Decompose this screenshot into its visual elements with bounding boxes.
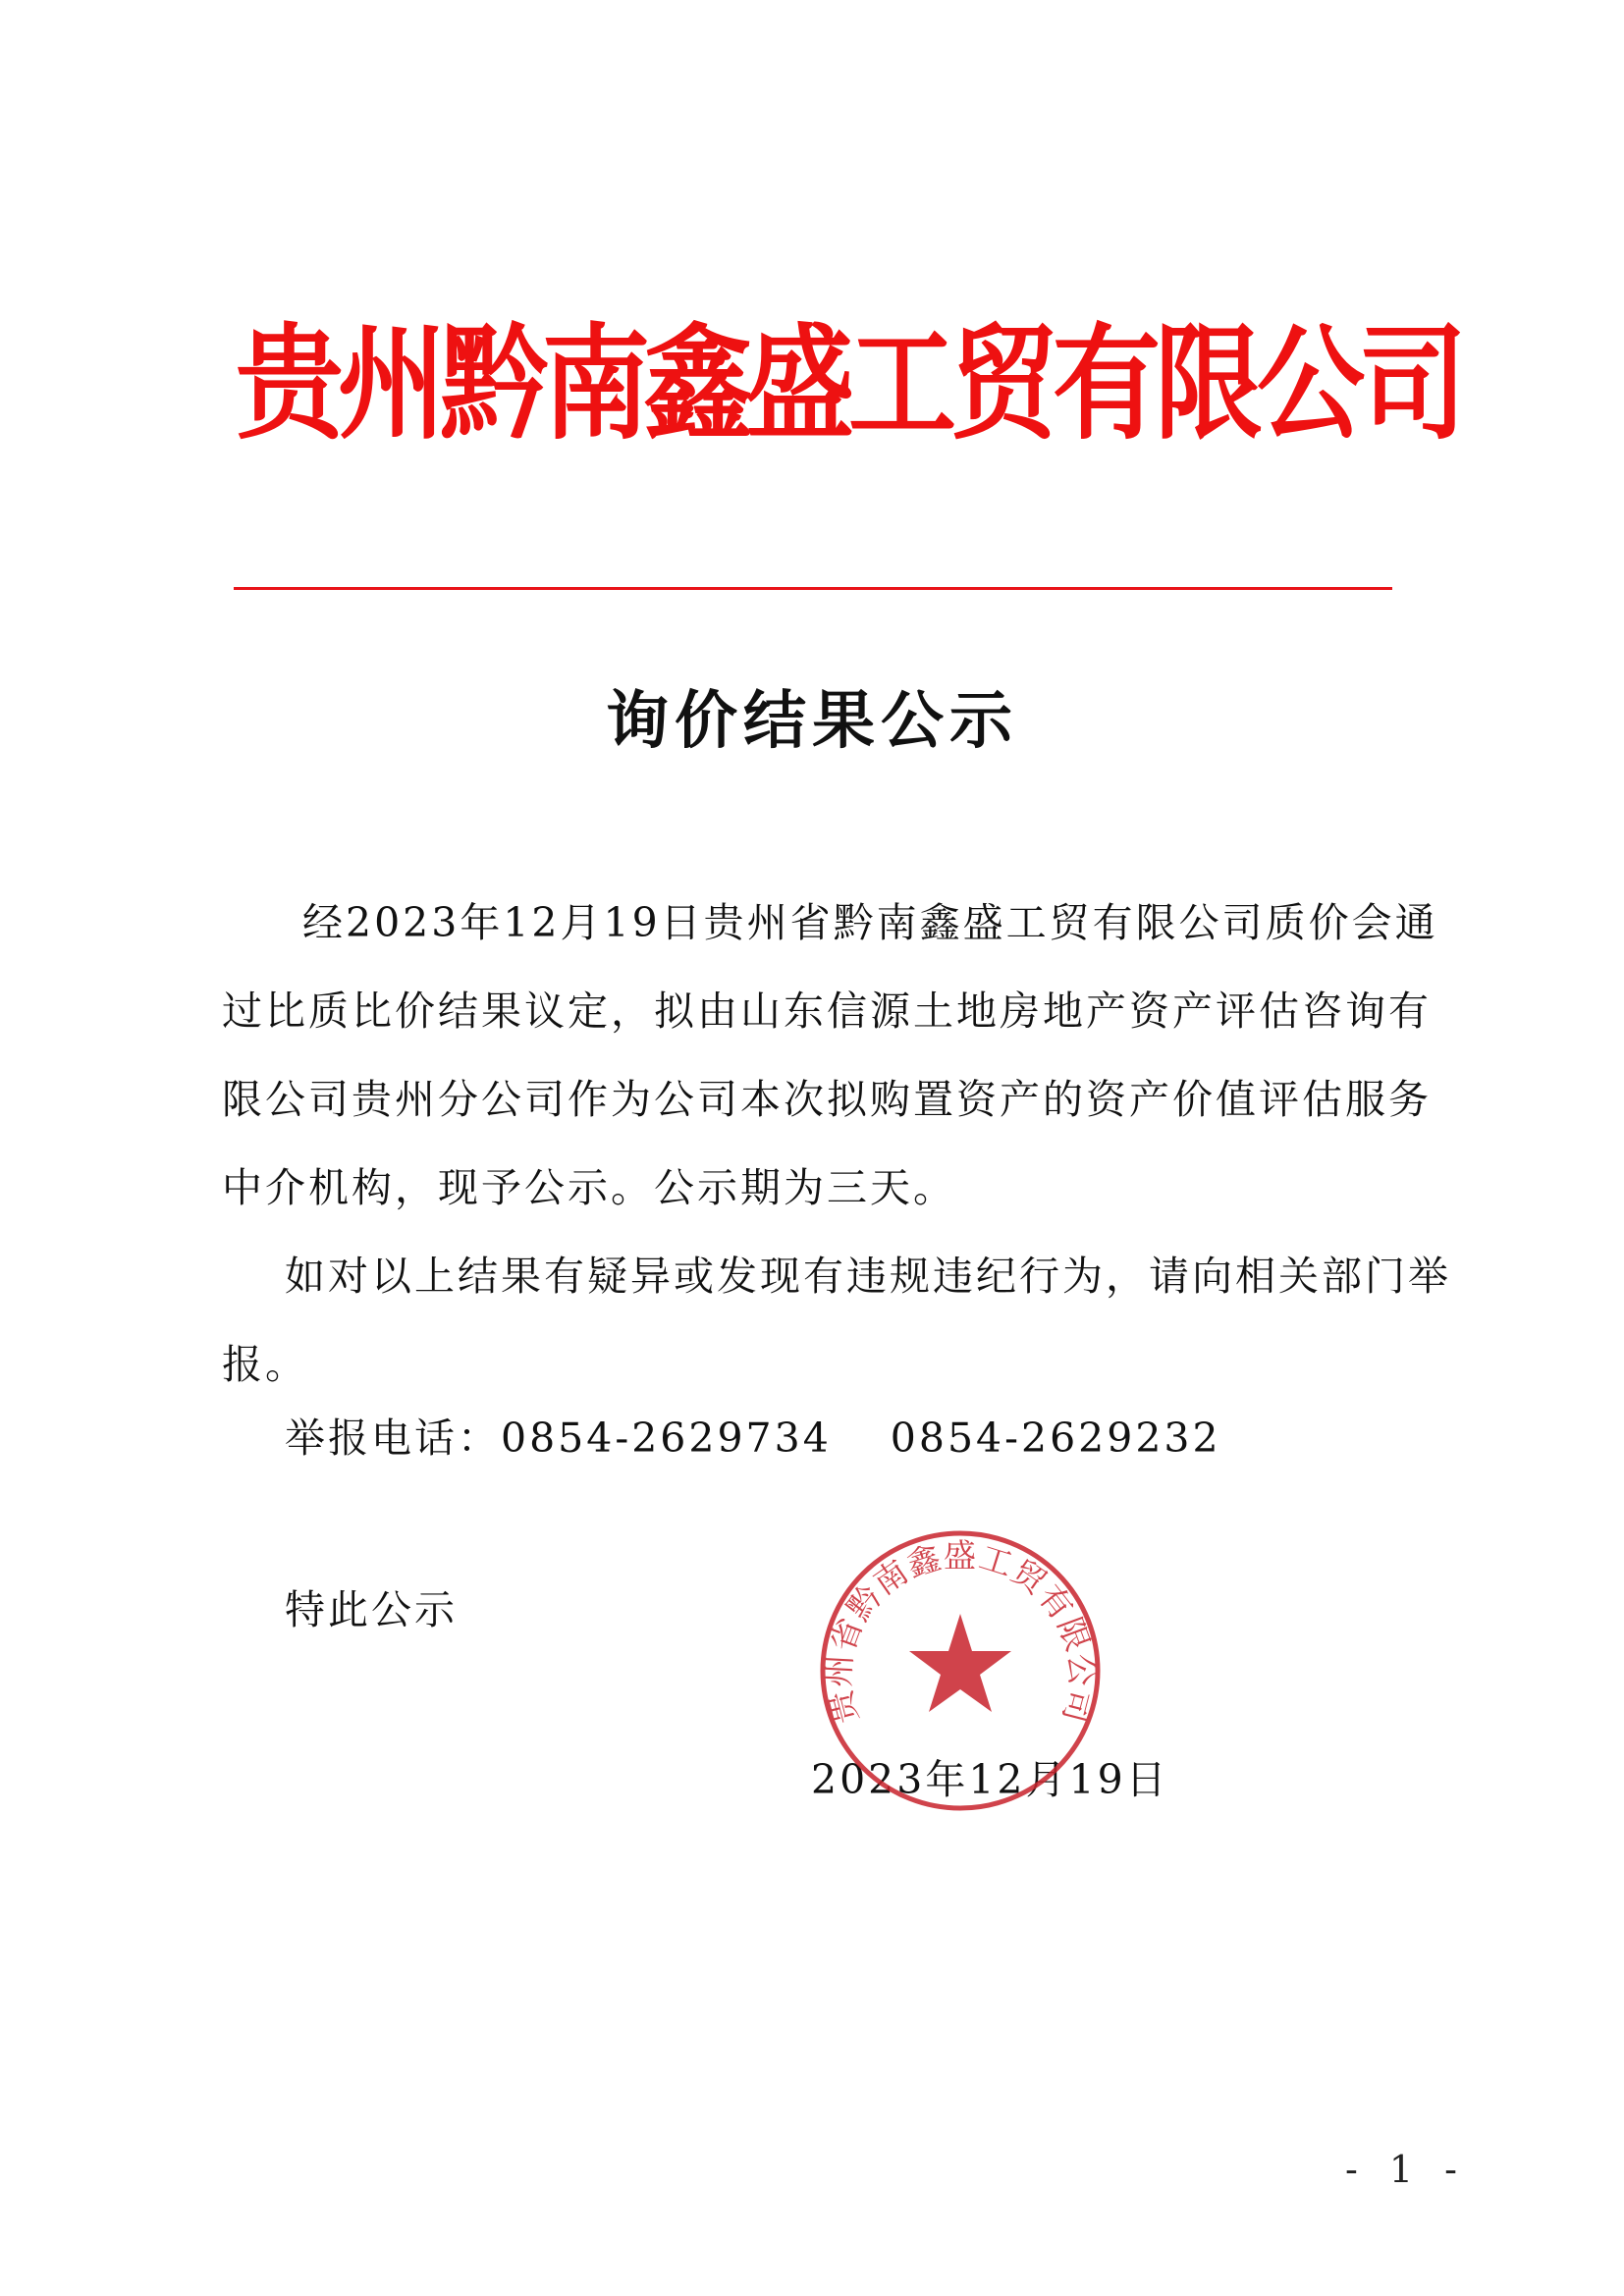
document-date: 2023年12月19日 xyxy=(811,1756,1169,1803)
page-number: - 1 - xyxy=(1345,2148,1468,2191)
letterhead-company-name: 贵州黔南鑫盛工贸有限公司 xyxy=(236,311,1461,456)
report-phone-1: 0854-2629734 xyxy=(501,1415,832,1462)
seal-star-icon xyxy=(909,1614,1011,1712)
closing-line: 特此公示 xyxy=(285,1586,458,1633)
letterhead-red-rule xyxy=(234,587,1392,590)
company-seal-stamp xyxy=(813,1523,1108,1818)
report-phone-label: 举报电话： xyxy=(285,1415,501,1462)
report-phone-2: 0854-2629232 xyxy=(890,1415,1221,1462)
report-phone-line xyxy=(285,1394,1522,1482)
document-title: 询价结果公示 xyxy=(606,685,1018,758)
seal-text: 贵州省黔南鑫盛工贸有限公司 xyxy=(819,1536,1102,1729)
body-paragraph-2: 如对以上结果有疑异或发现有违规违纪行为，请向相关部门举报。 xyxy=(222,1253,1451,1388)
body-paragraph-1: 经2023年12月19日贵州省黔南鑫盛工贸有限公司质价会通过比质比价结果议定，拟由山东信源土地房地产资产评估咨询有限公司贵州分公司作为公司本次拟购置资产的资产价值评估服务中介机构，现予公示。公示期为三天。 xyxy=(222,899,1438,1211)
